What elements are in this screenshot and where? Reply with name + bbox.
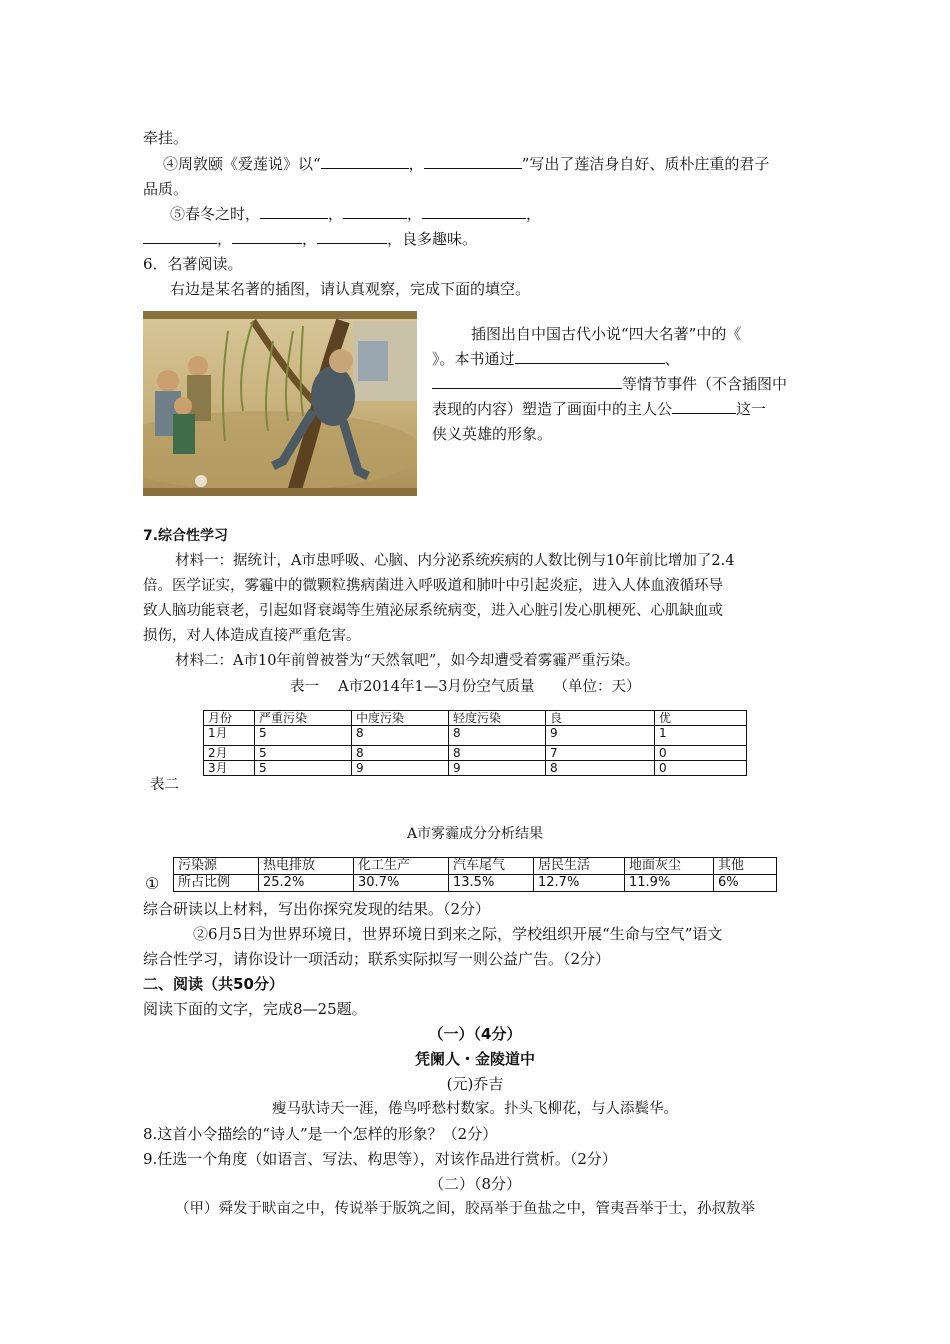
table-cell: 污染源 bbox=[174, 858, 259, 875]
material-1-line: 倍。医学证实，雾霾中的微颗粒携病菌进入呼吸道和肺叶中引起炎症，进入人体血液循环导 bbox=[143, 578, 723, 594]
text-segment: ”写出了莲洁身自好、质朴庄重的君子 bbox=[521, 155, 770, 173]
table-row bbox=[204, 761, 747, 776]
text-segment: ， bbox=[302, 230, 318, 248]
answer-blank[interactable] bbox=[317, 228, 387, 244]
table-cell: 8 bbox=[449, 726, 546, 746]
material-2-line: 材料二：A市10年前曾被誉为“天然氧吧”，如今却遭受着雾霾严重污染。 bbox=[175, 653, 640, 669]
table-cell: 5 bbox=[255, 746, 352, 761]
table-cell: 良 bbox=[546, 711, 655, 726]
table-cell: 8 bbox=[352, 726, 449, 746]
table-cell: 5 bbox=[255, 761, 352, 776]
section-2-intro: 阅读下面的文字，完成8—25题。 bbox=[143, 1000, 367, 1018]
text-segment: ， bbox=[328, 205, 344, 223]
table-cell: 3月 bbox=[204, 761, 255, 776]
table-cell: 化工生产 bbox=[354, 858, 449, 875]
table-cell: 2月 bbox=[204, 746, 255, 761]
part-2-heading: （二）（8分） bbox=[428, 1175, 522, 1193]
table-2-label: 表二 bbox=[150, 777, 179, 793]
text-segment: 》。本书通过 bbox=[432, 350, 515, 368]
table-cell: 轻度污染 bbox=[449, 711, 546, 726]
text-segment: 、 bbox=[664, 350, 680, 368]
table-cell: 0 bbox=[655, 761, 747, 776]
table-cell: 25.2% bbox=[259, 875, 354, 892]
table-row bbox=[174, 875, 777, 892]
table-1-caption: 表一 A市2014年1—3月份空气质量 （单位：天） bbox=[290, 679, 641, 695]
table-cell: 7 bbox=[546, 746, 655, 761]
answer-blank[interactable] bbox=[260, 203, 328, 219]
fill-line-5 bbox=[170, 203, 541, 225]
answer-blank[interactable] bbox=[432, 373, 622, 389]
text-segment: 这一 bbox=[736, 400, 767, 418]
task-2-line: ②6月5日为世界环境日，世界环境日到来之际，学校组织开展“生命与空气”语文 bbox=[193, 925, 723, 943]
answer-blank[interactable] bbox=[515, 348, 665, 364]
table-cell: 6% bbox=[714, 875, 777, 892]
table-2-caption: A市雾霾成分分析结果 bbox=[406, 826, 544, 842]
answer-blank[interactable] bbox=[343, 203, 407, 219]
task-2-line: 综合性学习，请你设计一项活动；联系实际拟写一则公益广告。（2分） bbox=[143, 950, 611, 968]
section-2-title: 二、阅读（共50分） bbox=[143, 975, 284, 993]
text-line: 品质。 bbox=[143, 180, 189, 198]
table-cell: 9 bbox=[352, 761, 449, 776]
part-1-heading: （一）（4分） bbox=[428, 1025, 522, 1043]
table-cell: 11.9% bbox=[625, 875, 714, 892]
table-cell: 月份 bbox=[204, 711, 255, 726]
fill-line-5b bbox=[143, 228, 477, 250]
answer-blank[interactable] bbox=[424, 153, 522, 169]
q6-fill-line bbox=[432, 348, 680, 370]
question-9: 9.任选一个角度（如语言、写法、构思等），对该作品进行赏析。（2分） bbox=[143, 1150, 617, 1168]
table-cell: 9 bbox=[449, 761, 546, 776]
air-quality-table bbox=[203, 710, 747, 776]
poem-text: 瘦马驮诗天一涯，倦鸟呼愁村数家。扑头飞柳花，与人添鬓华。 bbox=[272, 1101, 678, 1117]
passage-jia: （甲）舜发于畎亩之中，传说举于版筑之间，胶鬲举于鱼盐之中，管夷吾举于士，孙叔敖举 bbox=[175, 1201, 755, 1217]
text-segment: ， bbox=[408, 155, 424, 173]
q6-text-line: 侠义英雄的形象。 bbox=[432, 425, 553, 443]
question-7-title: 7.综合性学习 bbox=[143, 528, 229, 544]
table-row bbox=[204, 746, 747, 761]
text-segment: 表现的内容）塑造了画面中的主人公 bbox=[432, 400, 673, 418]
smog-composition-table bbox=[173, 857, 777, 892]
material-1-line: 损伤，对人体造成直接严重危害。 bbox=[143, 628, 361, 644]
answer-blank[interactable] bbox=[422, 203, 526, 219]
table-header-row bbox=[204, 711, 747, 726]
table-cell: 中度污染 bbox=[352, 711, 449, 726]
table-row bbox=[174, 858, 777, 875]
table-cell: 汽车尾气 bbox=[449, 858, 534, 875]
question-6-title: 6．名著阅读。 bbox=[143, 255, 243, 273]
material-1-line: 材料一：据统计，A市患呼吸、心脑、内分泌系统疾病的人数比例与10年前比增加了2.4 bbox=[175, 553, 735, 569]
table-cell: 12.7% bbox=[534, 875, 625, 892]
text-segment: ，良多趣味。 bbox=[387, 230, 478, 248]
table-cell: 5 bbox=[255, 726, 352, 746]
table-cell: 严重污染 bbox=[255, 711, 352, 726]
table-cell: 0 bbox=[655, 746, 747, 761]
text-segment: 等情节事件（不含插图中 bbox=[622, 375, 788, 393]
question-8: 8.这首小令描绘的“诗人”是一个怎样的形象？（2分） bbox=[143, 1125, 498, 1143]
table-cell: 优 bbox=[655, 711, 747, 726]
text-segment: ， bbox=[526, 205, 542, 223]
question-6-intro: 右边是某名著的插图，请认真观察，完成下面的填空。 bbox=[170, 280, 531, 298]
text-segment: ④周敦颐《爱莲说》以“ bbox=[163, 155, 321, 173]
illustration-image bbox=[143, 311, 417, 496]
task-1-text: 综合研读以上材料，写出你探究发现的结果。（2分） bbox=[143, 900, 491, 918]
text-segment: ， bbox=[407, 205, 423, 223]
table-cell: 30.7% bbox=[354, 875, 449, 892]
material-1-line: 致人脑功能衰老，引起如肾衰竭等生殖泌尿系统病变，进入心脏引发心肌梗死、心肌缺血或 bbox=[143, 603, 723, 619]
table-cell: 8 bbox=[352, 746, 449, 761]
text-segment: ⑤春冬之时， bbox=[170, 205, 261, 223]
table-cell: 8 bbox=[449, 746, 546, 761]
table-cell: 所占比例 bbox=[174, 875, 259, 892]
q6-text-line: 插图出自中国古代小说“四大名著”中的《 bbox=[471, 325, 742, 343]
answer-blank[interactable] bbox=[672, 398, 736, 414]
text-line: 牵挂。 bbox=[143, 129, 189, 147]
table-cell: 其他 bbox=[714, 858, 777, 875]
table-cell: 9 bbox=[546, 726, 655, 746]
fill-line-4 bbox=[163, 153, 769, 175]
table-cell: 居民生活 bbox=[534, 858, 625, 875]
answer-blank[interactable] bbox=[143, 228, 217, 244]
poem-author: (元)乔吉 bbox=[446, 1075, 504, 1093]
table-cell: 1 bbox=[655, 726, 747, 746]
text-segment: ， bbox=[217, 230, 233, 248]
table-cell: 13.5% bbox=[449, 875, 534, 892]
poem-title: 凭阑人・金陵道中 bbox=[414, 1050, 535, 1068]
table-cell: 热电排放 bbox=[259, 858, 354, 875]
circle-number: ① bbox=[145, 874, 160, 893]
q6-fill-line bbox=[432, 373, 787, 395]
answer-blank[interactable] bbox=[321, 153, 409, 169]
table-cell: 地面灰尘 bbox=[625, 858, 714, 875]
illustration-painting bbox=[143, 311, 417, 496]
table-cell: 8 bbox=[546, 761, 655, 776]
q6-fill-line bbox=[432, 398, 766, 420]
table-row bbox=[204, 726, 747, 746]
answer-blank[interactable] bbox=[232, 228, 302, 244]
table-cell: 1月 bbox=[204, 726, 255, 746]
